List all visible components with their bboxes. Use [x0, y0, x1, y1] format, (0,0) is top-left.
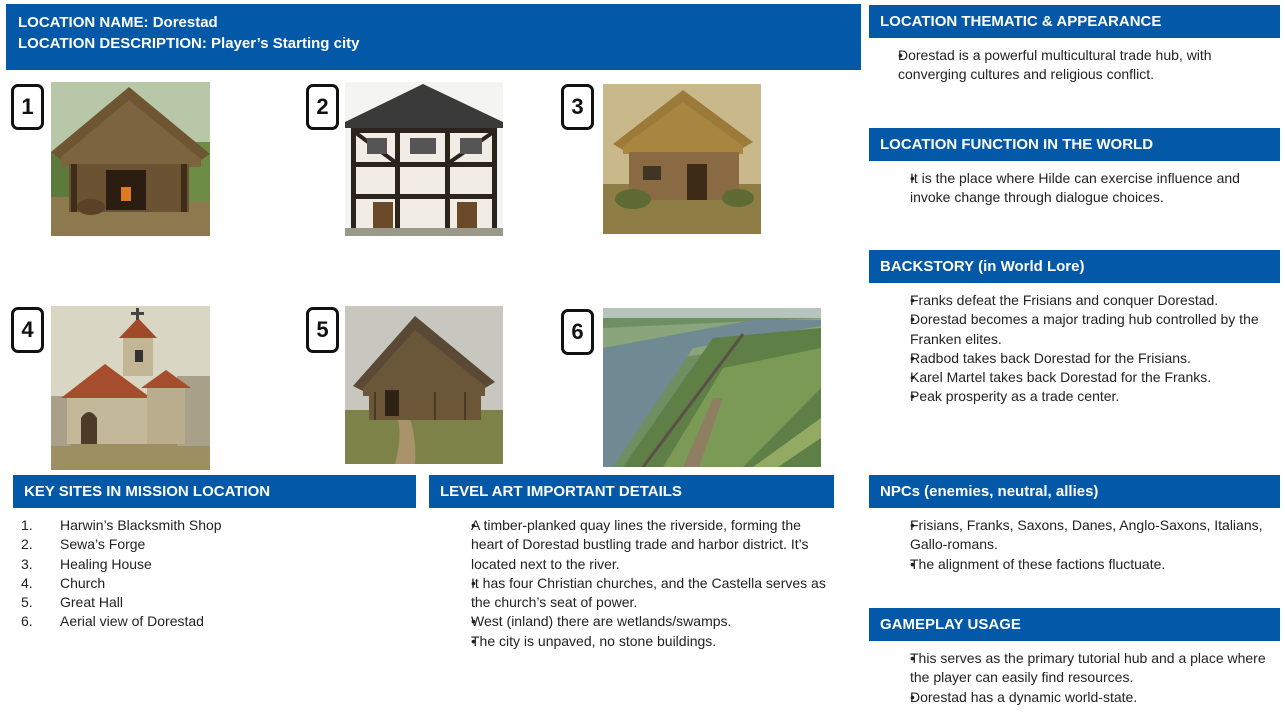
list-item-label: Great Hall — [60, 594, 124, 611]
list-item: • Dorestad becomes a major trading hub controlled by the Franken elites. — [883, 310, 1268, 349]
list-item-label: Healing House — [60, 555, 152, 572]
thatched-cottage-image — [603, 84, 761, 234]
location-header — [6, 4, 861, 70]
list-item: • Frisians, Franks, Saxons, Danes, Anglo-Saxons, Italians, Gallo-romans. — [883, 516, 1273, 555]
list-item: • West (inland) there are wetlands/swamps. — [443, 612, 828, 631]
list-item: • The city is unpaved, no stone buildings. — [443, 632, 828, 651]
list-item: • This serves as the primary tutorial hub and a place where the player can easily find resources. — [883, 649, 1268, 688]
list-item — [13, 535, 413, 554]
list-item-label: Sewa’s Forge — [60, 536, 146, 553]
list-item-label: Church — [60, 574, 106, 591]
list-item-index: 1. — [21, 517, 33, 533]
list-item-index: 4. — [21, 574, 33, 591]
location-description: LOCATION DESCRIPTION: Player’s Starting city — [18, 35, 360, 52]
list-item: • The alignment of these factions fluctuate. — [883, 555, 1273, 574]
list-item-index: 5. — [21, 594, 33, 611]
blacksmith-shop-image — [51, 82, 210, 236]
list-item: • Radbod takes back Dorestad for the Frisians. — [883, 349, 1268, 368]
list-item: • It has four Christian churches, and the Castella serves as the church’s seat of power. — [443, 574, 828, 613]
npcs-header: NPCs (enemies, neutral, allies) — [869, 475, 1280, 508]
list-item: • It is the place where Hilde can exercise influence and invoke change through dialogue choices. — [883, 169, 1268, 208]
list-item: • Franks defeat the Frisians and conquer Dorestad. — [883, 291, 1268, 310]
list-item: • Dorestad has a dynamic world-state. — [883, 688, 1268, 707]
image-number-6: 6 — [561, 309, 594, 355]
image-number-5: 5 — [306, 307, 339, 353]
thematic-list — [883, 46, 1268, 85]
backstory-list — [883, 291, 1268, 407]
list-item — [13, 516, 413, 535]
list-item-index: 2. — [21, 536, 33, 553]
stone-church-image — [51, 306, 210, 470]
image-number-3: 3 — [561, 84, 594, 130]
list-item: • Dorestad is a powerful multicultural trade hub, with converging cultures and religious conflict. — [883, 46, 1268, 85]
location-name: LOCATION NAME: Dorestad — [18, 14, 218, 31]
image-number-4: 4 — [11, 307, 44, 353]
list-item — [13, 593, 413, 612]
backstory-header: BACKSTORY (in World Lore) — [869, 250, 1280, 283]
level-art-header: LEVEL ART IMPORTANT DETAILS — [429, 475, 834, 508]
list-item: • A timber-planked quay lines the riverside, forming the heart of Dorestad bustling trade and harbor district. It’s located next to the river. — [443, 516, 828, 574]
list-item — [13, 612, 413, 631]
gameplay-header: GAMEPLAY USAGE — [869, 608, 1280, 641]
key-sites-header: KEY SITES IN MISSION LOCATION — [13, 475, 416, 508]
list-item — [13, 574, 413, 593]
image-number-1: 1 — [11, 84, 44, 130]
gameplay-list — [883, 649, 1268, 707]
npcs-list — [883, 516, 1273, 574]
key-sites-list — [13, 516, 413, 632]
level-art-list — [443, 516, 828, 651]
list-item-label: Aerial view of Dorestad — [60, 613, 204, 630]
function-list — [883, 169, 1268, 208]
list-item — [13, 555, 413, 574]
list-item-index: 3. — [21, 555, 33, 572]
list-item: • Peak prosperity as a trade center. — [883, 387, 1268, 406]
function-header: LOCATION FUNCTION IN THE WORLD — [869, 128, 1280, 161]
thematic-header: LOCATION THEMATIC & APPEARANCE — [869, 5, 1280, 38]
list-item: • Karel Martel takes back Dorestad for the Franks. — [883, 368, 1268, 387]
list-item-index: 6. — [21, 613, 33, 630]
list-item-label: Harwin’s Blacksmith Shop — [60, 517, 222, 533]
image-number-2: 2 — [306, 84, 339, 130]
great-hall-image — [345, 306, 503, 464]
timber-frame-house-image — [345, 82, 503, 236]
aerial-river-view-image — [603, 308, 821, 467]
